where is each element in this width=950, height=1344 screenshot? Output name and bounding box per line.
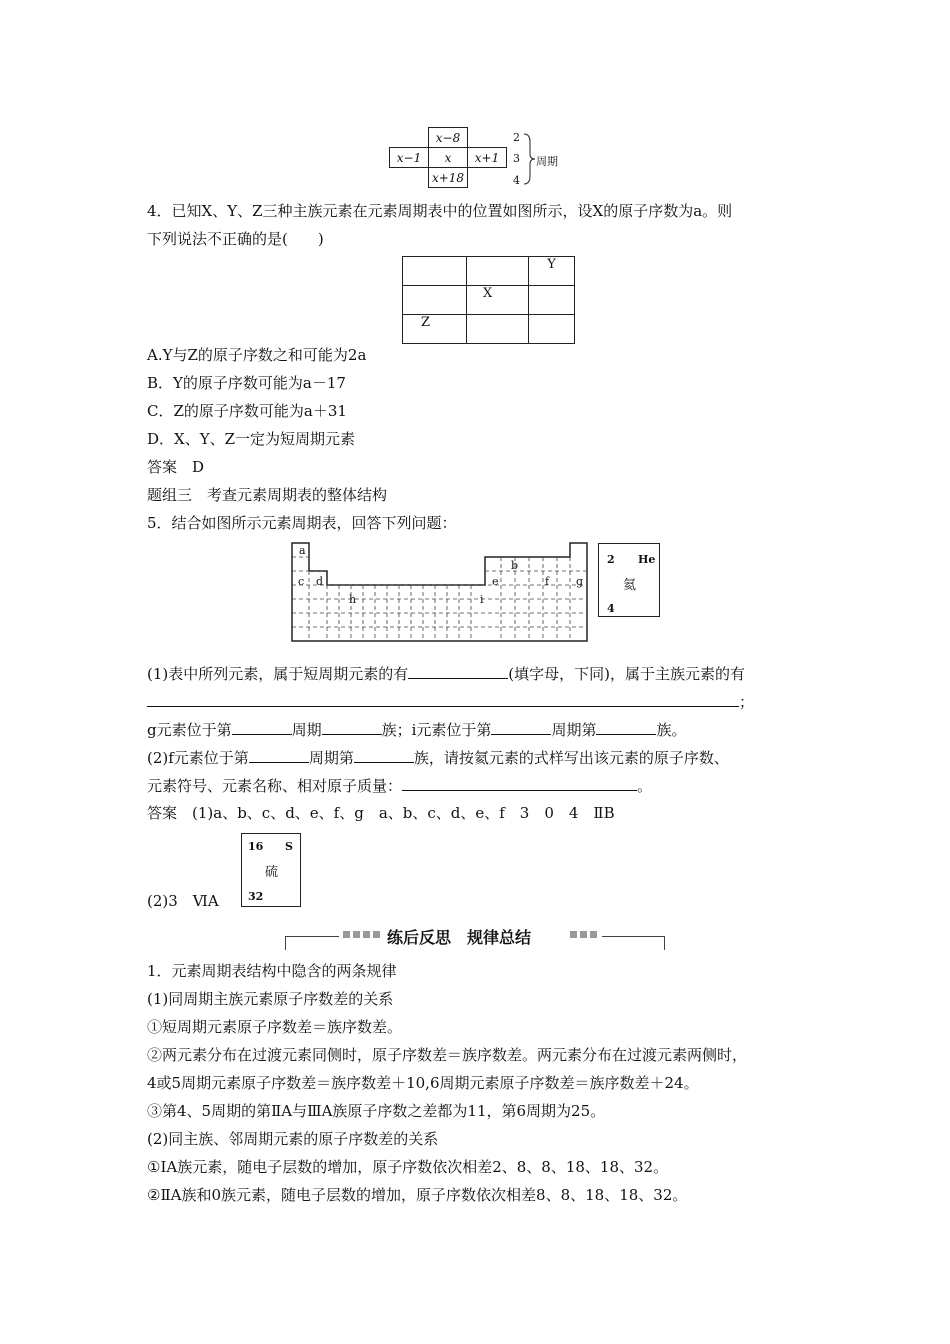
q5-p2-a1: (2)f元素位于第 [147,749,249,767]
cell-down: x+18 [429,168,468,188]
elem-i: i [480,593,484,606]
q5-p1-c3: 族；i元素位于第 [381,721,492,739]
blank-g-period[interactable] [232,719,292,735]
he-name: 氦 [623,578,637,593]
grid-z: Z [403,315,467,344]
blank-f-card[interactable] [402,775,637,791]
period-3: 3 [513,152,520,165]
q4-option-b: B．Y的原子序数可能为a－17 [147,374,346,392]
q5-part2-line1 [147,747,729,768]
period-2: 2 [513,131,520,144]
summary-line-9: ②ⅡA族和0族元素，随电子层数的增加，原子序数依次相差8、8、18、18、32。 [147,1186,688,1204]
cell-up: x−8 [429,128,468,148]
period-label: 周期 [536,155,558,168]
s-element-card [241,833,301,907]
period-brace [522,132,536,186]
cell-right: x+1 [468,148,507,168]
q5-part1-line3 [147,719,686,740]
q4-stem-line2: 下列说法不正确的是( ) [147,230,324,248]
q5-p1-c2: 周期 [291,721,322,739]
s-symbol: S [285,840,293,853]
q5-part2-line2 [147,775,652,796]
he-symbol: He [638,553,656,566]
elem-a: a [299,544,306,557]
he-mass: 4 [607,602,615,615]
periodic-table-outline [290,541,596,643]
cell-center: x [429,148,468,168]
elem-g: g [576,575,584,588]
summary-line-1: 1．元素周期表结构中隐含的两条规律 [147,962,397,980]
q5-stem: 5．结合如图所示元素周期表，回答下列问题： [147,514,457,532]
blank-f-period[interactable] [249,747,309,763]
elem-c: c [298,575,305,588]
blank-i-period[interactable] [491,719,551,735]
elem-h: h [349,593,357,606]
grid-y: Y [529,257,575,286]
q5-p1-c1: g元素位于第 [147,721,232,739]
q4-option-a: A.Y与Z的原子序数之和可能为2a [147,346,367,364]
q4-stem-line1: 4．已知X、Y、Z三种主族元素在元素周期表中的位置如图所示，设X的原子序数为a。则 [147,202,733,220]
q5-answer1: 答案 (1)a、b、c、d、e、f、g a、b、c、d、e、f 3 0 4 ⅡB [147,804,615,822]
q4-option-c: C．Z的原子序数可能为a＋31 [147,402,347,420]
summary-line-4: ②两元素分布在过渡元素同侧时，原子序数差＝族序数差。两元素分布在过渡元素两侧时， [147,1046,748,1064]
q4-position-grid [402,256,575,344]
blank-main-group[interactable] [147,691,739,707]
elem-e: e [492,575,499,588]
he-number: 2 [607,553,615,566]
q4-option-d: D．X、Y、Z一定为短周期元素 [147,430,356,448]
q5-p1-end: ； [739,693,755,711]
q5-p2-end: 。 [637,777,653,795]
summary-line-3: ①短周期元素原子序数差＝族序数差。 [147,1018,403,1036]
summary-line-5: 4或5周期元素原子序数差＝族序数差＋10,6周期元素原子序数差＝族序数差＋24。 [147,1074,699,1092]
elem-b: b [511,559,519,572]
cell-left: x−1 [390,148,429,168]
elem-d: d [316,575,324,588]
q5-answer2: (2)3 ⅥA [147,892,219,910]
summary-line-2: (1)同周期主族元素原子序数差的关系 [147,990,394,1008]
blank-short-period[interactable] [408,663,508,679]
q5-p2-a2: 周期第 [308,749,354,767]
group3-heading: 题组三 考查元素周期表的整体结构 [147,486,388,504]
q5-p1-text-b: (填字母，下同)，属于主族元素的有 [508,665,745,683]
period-4: 4 [513,174,520,187]
blank-i-group[interactable] [596,719,656,735]
blank-f-group[interactable] [354,747,414,763]
q5-p1-c4: 周期第 [551,721,597,739]
elem-f: f [545,575,550,588]
s-name: 硫 [265,865,279,880]
grid-x: X [467,286,529,315]
summary-line-6: ③第4、5周期的第ⅡA与ⅢA族原子序数之差都为11，第6周期为25。 [147,1102,606,1120]
s-mass: 32 [248,890,264,903]
summary-line-8: ①ⅠA族元素，随电子层数的增加，原子序数依次相差2、8、8、18、18、32。 [147,1158,669,1176]
q5-p1-text-a: (1)表中所列元素，属于短周期元素的有 [147,665,409,683]
q5-p1-c5: 族。 [656,721,687,739]
summary-line-7: (2)同主族、邻周期元素的原子序数差的关系 [147,1130,439,1148]
q5-p2-b: 元素符号、元素名称、相对原子质量： [147,777,403,795]
s-number: 16 [248,840,264,853]
q5-p2-a3: 族，请按氦元素的式样写出该元素的原子序数、 [413,749,729,767]
q5-part1-line2 [147,691,754,712]
blank-g-group[interactable] [322,719,382,735]
q5-part1-line1 [147,663,745,684]
q4-answer: 答案 D [147,458,205,476]
he-element-card [598,543,660,617]
section-title: 练后反思 规律总结 [387,928,532,947]
